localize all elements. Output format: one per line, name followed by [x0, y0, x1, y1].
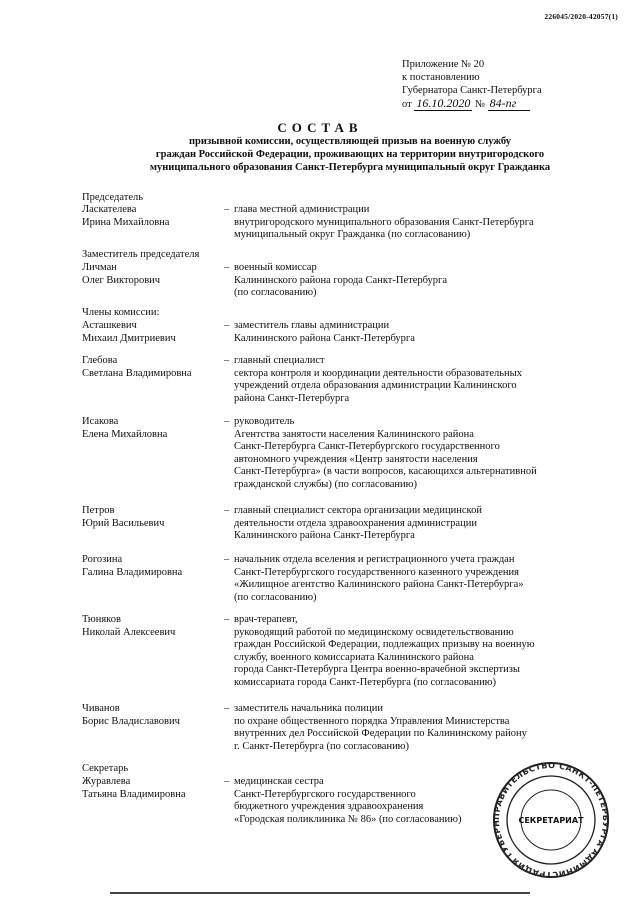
role-line: руководитель [234, 416, 295, 427]
role-line: Санкт-Петербургского государственного [234, 788, 416, 800]
role-line: внутренних дел Российской Федерации по Калининскому району [234, 728, 527, 739]
dash: – [224, 505, 230, 516]
role-line: г. Санкт-Петербурга (по согласованию) [234, 740, 410, 752]
role-line: комиссариата города Санкт-Петербурга (по согласованию) [234, 676, 497, 688]
member-entry [82, 416, 622, 494]
role-line: Санкт-Петербургского государственного казенного учреждения [234, 566, 519, 578]
member-surname: Ласкателева [82, 204, 137, 215]
member-role [234, 416, 614, 491]
scan-edge-line [110, 892, 530, 894]
member-given-name: Михаил Дмитриевич [82, 332, 176, 344]
member-entry [82, 614, 622, 692]
role-line: учреждений отдела образования администрации Калининского [234, 380, 517, 391]
role-line: Агентства занятости населения Калининского района [234, 428, 474, 440]
role-line: Калининского района Санкт-Петербурга [234, 332, 415, 344]
date-prefix: от [402, 99, 412, 110]
role-line: граждан Российской Федерации, подлежащих призыву на военную [234, 639, 535, 650]
role-line: внутригородского муниципального образования Санкт-Петербурга [234, 216, 534, 228]
member-role [234, 554, 614, 604]
member-role [234, 703, 614, 753]
member-surname: Исакова [82, 416, 119, 427]
role-line: автономного учреждения «Центр занятости населения [234, 453, 478, 465]
member-entry-deputy [82, 262, 622, 302]
member-name [82, 262, 222, 287]
role-line: Санкт-Петербурга Санкт-Петербургского государственного [234, 441, 500, 452]
role-line: «Городская поликлиника № 86» (по согласованию) [234, 813, 462, 825]
dash: – [224, 320, 230, 331]
stamp-center-text: СЕКРЕТАРИАТ [518, 816, 584, 825]
member-role [234, 320, 614, 345]
member-role [234, 355, 614, 405]
member-name [82, 703, 222, 728]
subtitle-line: граждан Российской Федерации, проживающих на территории внутригородского [155, 149, 545, 160]
role-line: главный специалист [234, 355, 325, 366]
member-surname: Журавлева [82, 776, 131, 787]
role-line: муниципальный округ Гражданка (по согласованию) [234, 229, 471, 240]
role-line: (по согласованию) [234, 591, 317, 603]
member-name [82, 505, 222, 530]
member-given-name: Елена Михайловна [82, 428, 168, 440]
dash: – [224, 262, 230, 273]
document-id: 226045/2020-42057(1) [544, 12, 618, 21]
appendix-issuer: Губернатора Санкт-Петербурга [402, 85, 542, 96]
stamp-ring-text: ПРАВИТЕЛЬСТВО САНКТ-ПЕТЕРБУРГА АДМИНИСТРАЦИЯ ГУБЕРН [491, 760, 611, 880]
subtitle-line: призывной комиссии, осуществляющей призыв на военную службу [189, 136, 511, 147]
member-given-name: Олег Викторович [82, 274, 161, 286]
member-given-name: Ирина Михайловна [82, 216, 170, 228]
role-line: (по согласованию) [234, 287, 317, 298]
section-deputy: Заместитель председателя [82, 249, 200, 260]
member-name [82, 320, 222, 345]
document-title: СОСТАВ [277, 120, 363, 135]
section-chair: Председатель [82, 192, 144, 203]
role-line: гражданской службы) (по согласованию) [234, 478, 418, 490]
role-line: военный комиссар [234, 262, 317, 273]
role-line: по охране общественного порядка Управления Министерства [234, 715, 510, 727]
member-role [234, 614, 614, 689]
member-entry [82, 505, 622, 545]
member-entry-chair [82, 204, 622, 244]
member-role [234, 262, 614, 300]
member-surname: Чиванов [82, 703, 120, 714]
role-line: службу, военного комиссариата Калининского района [234, 651, 474, 663]
section-members: Члены комиссии: [82, 307, 160, 318]
role-line: медицинская сестра [234, 776, 324, 787]
role-line: Калининского района Санкт-Петербурга [234, 530, 415, 541]
member-name [82, 204, 222, 229]
appendix-date-line [402, 97, 632, 111]
role-line: Санкт-Петербурга» (в части вопросов, касающихся альтернативной [234, 466, 537, 477]
member-name [82, 416, 222, 441]
member-given-name: Николай Алексеевич [82, 626, 176, 638]
member-name [82, 614, 222, 639]
role-line: бюджетного учреждения здравоохранения [234, 801, 424, 812]
member-name [82, 554, 222, 579]
role-line: врач-терапевт, [234, 614, 298, 625]
role-line: «Жилищное агентство Калининского района Санкт-Петербурга» [234, 579, 524, 590]
member-entry [82, 554, 622, 606]
role-line: города Санкт-Петербурга Центра военно-врачебной экспертизы [234, 664, 520, 675]
dash: – [224, 355, 230, 366]
member-entry [82, 320, 622, 346]
member-surname: Тюняков [82, 614, 121, 625]
member-surname: Личман [82, 262, 117, 273]
member-role [234, 505, 614, 543]
member-given-name: Борис Владиславович [82, 715, 180, 727]
member-given-name: Татьяна Владимировна [82, 788, 186, 800]
member-given-name: Светлана Владимировна [82, 367, 192, 379]
member-given-name: Галина Владимировна [82, 566, 183, 578]
role-line: сектора контроля и координации деятельности образовательных [234, 367, 522, 379]
number-sign: № [474, 99, 485, 110]
member-name [82, 355, 222, 380]
role-line: главный специалист сектора организации медицинской [234, 505, 482, 516]
appendix-label: Приложение № 20 [402, 59, 485, 70]
role-line: начальник отдела вселения и регистрационного учета граждан [234, 554, 515, 565]
role-line: Калининского района города Санкт-Петербурга [234, 274, 448, 286]
role-line: заместитель начальника полиции [234, 703, 383, 714]
appendix-to-decree: к постановлению [402, 72, 480, 83]
role-line: деятельности отдела здравоохранения администрации [234, 517, 477, 529]
member-entry [82, 703, 622, 755]
appendix-block [402, 58, 632, 111]
dash: – [224, 204, 230, 215]
decree-number: 84-пг [488, 97, 530, 111]
document-subtitle [80, 135, 620, 174]
member-surname: Асташкевич [82, 320, 137, 331]
member-surname: Глебова [82, 355, 118, 366]
dash: – [224, 703, 230, 714]
stamp-seal-icon [486, 760, 616, 880]
member-given-name: Юрий Васильевич [82, 517, 165, 529]
member-surname: Рогозина [82, 554, 123, 565]
role-line: руководящий работой по медицинскому освидетельствованию [234, 626, 514, 638]
role-line: глава местной администрации [234, 204, 370, 215]
member-role [234, 204, 614, 242]
decree-date: 16.10.2020 [416, 96, 471, 110]
role-line: района Санкт-Петербурга [234, 392, 350, 404]
dash: – [224, 416, 230, 427]
dash: – [224, 776, 230, 787]
dash: – [224, 614, 230, 625]
subtitle-line: муниципального образования Санкт-Петербурга муниципальный округ Гражданка [149, 162, 551, 173]
member-entry [82, 355, 622, 407]
dash: – [224, 554, 230, 565]
member-surname: Петров [82, 505, 115, 516]
official-stamp [486, 760, 616, 880]
role-line: заместитель главы администрации [234, 320, 390, 331]
section-secretary: Секретарь [82, 763, 129, 774]
member-name [82, 776, 222, 801]
